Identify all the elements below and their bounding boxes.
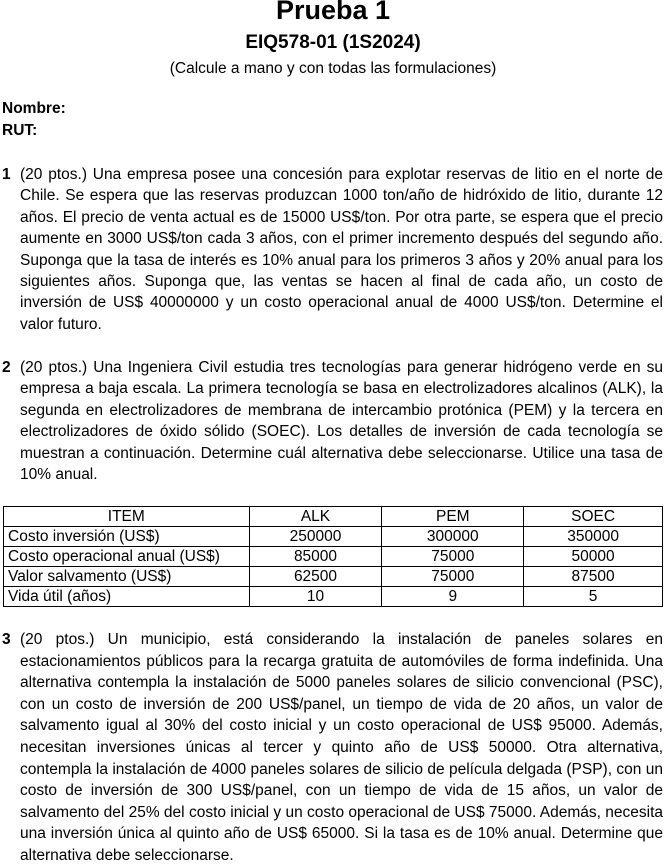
header-item: ITEM xyxy=(4,507,250,527)
table-header-row xyxy=(4,507,663,527)
row-label: Vida útil (años) xyxy=(4,587,250,607)
question-1-text: (20 ptos.) Una empresa posee una concesión para explotar reservas de litio en el norte de Chile. Se espera que las reservas produzcan 1000 ton/año de hidróxido de litio, durante 12 años. El precio de venta actual es de 15000 US$/ton. Por otra parte, se espera que el precio aumente en 3000 US$/ton cada 3 años, con el primer incremento después del segundo año. Suponga que la tasa de interés es 10% anual para los primeros 3 años y 20% anual para los siguientes años. Suponga que, las ventas se hacen al final de cada año, un costo de inversión de US$ 40000000 y un costo operacional anual de 4000 US$/ton. Determine el valor futuro. xyxy=(20,166,663,333)
cell-soec: 50000 xyxy=(524,547,663,567)
rut-label: RUT: xyxy=(2,122,38,139)
cell-pem: 75000 xyxy=(382,567,524,587)
cell-pem: 75000 xyxy=(382,547,524,567)
cell-pem: 300000 xyxy=(382,527,524,547)
cell-soec: 350000 xyxy=(524,527,663,547)
name-label: Nombre: xyxy=(2,100,66,117)
cell-soec: 87500 xyxy=(524,567,663,587)
header-pem: PEM xyxy=(382,507,524,527)
instructions: (Calcule a mano y con todas las formulaciones) xyxy=(169,60,497,77)
table-row xyxy=(4,547,663,567)
cell-soec: 5 xyxy=(524,587,663,607)
course-code: EIQ578-01 (1S2024) xyxy=(245,32,421,53)
question-1-number: 1 xyxy=(2,166,11,183)
exam-title: Prueba 1 xyxy=(275,0,391,25)
table-row xyxy=(4,567,663,587)
cell-alk: 250000 xyxy=(249,527,382,547)
cell-alk: 10 xyxy=(249,587,382,607)
header-alk: ALK xyxy=(249,507,382,527)
question-2-number: 2 xyxy=(2,359,11,376)
table-row xyxy=(4,587,663,607)
question-3-text: (20 ptos.) Un municipio, está considerando la instalación de paneles solares en estacionamientos públicos para la recarga gratuita de automóviles de forma indefinida. Una alternativa contempla la instalación de 5000 paneles solares de silicio convencional (PSC), con un costo de inversión de 200 US$/panel, un tiempo de vida de 20 años, un valor de salvamento igual al 30% del costo inicial y un costo operacional de US$ 95000. Además, necesitan inversiones únicas al tercer y quinto año de US$ 50000. Otra alternativa, contempla la instalación de 4000 paneles solares de silicio de película delgada (PSP), con un costo de inversión de 300 US$/panel, con un tiempo de vida de 15 años, un valor de salvamento del 25% del costo inicial y un costo operacional de US$ 75000. Además, necesita una inversión única al quinto año de US$ 65000. Si la tasa es de 10% anual. Determine que alternativa debe seleccionarse. xyxy=(20,631,663,864)
question-2-text: (20 ptos.) Una Ingeniera Civil estudia tres tecnologías para generar hidrógeno verde en su empresa a baja escala. La primera tecnología se basa en electrolizadores alcalinos (ALK), la segunda en electrolizadores de membrana de intercambio protónica (PEM) y la tercera en electrolizadores de óxido sólido (SOEC). Los detalles de inversión de cada tecnología se muestran a continuación. Determine cuál alternativa debe seleccionarse. Utilice una tasa de 10% anual. xyxy=(20,359,663,484)
cell-alk: 62500 xyxy=(249,567,382,587)
cell-pem: 9 xyxy=(382,587,524,607)
row-label: Valor salvamento (US$) xyxy=(4,567,250,587)
table-row xyxy=(4,527,663,547)
cell-alk: 85000 xyxy=(249,547,382,567)
technology-table xyxy=(3,506,663,607)
row-label: Costo operacional anual (US$) xyxy=(4,547,250,567)
header-soec: SOEC xyxy=(524,507,663,527)
question-3-number: 3 xyxy=(2,631,11,648)
row-label: Costo inversión (US$) xyxy=(4,527,250,547)
